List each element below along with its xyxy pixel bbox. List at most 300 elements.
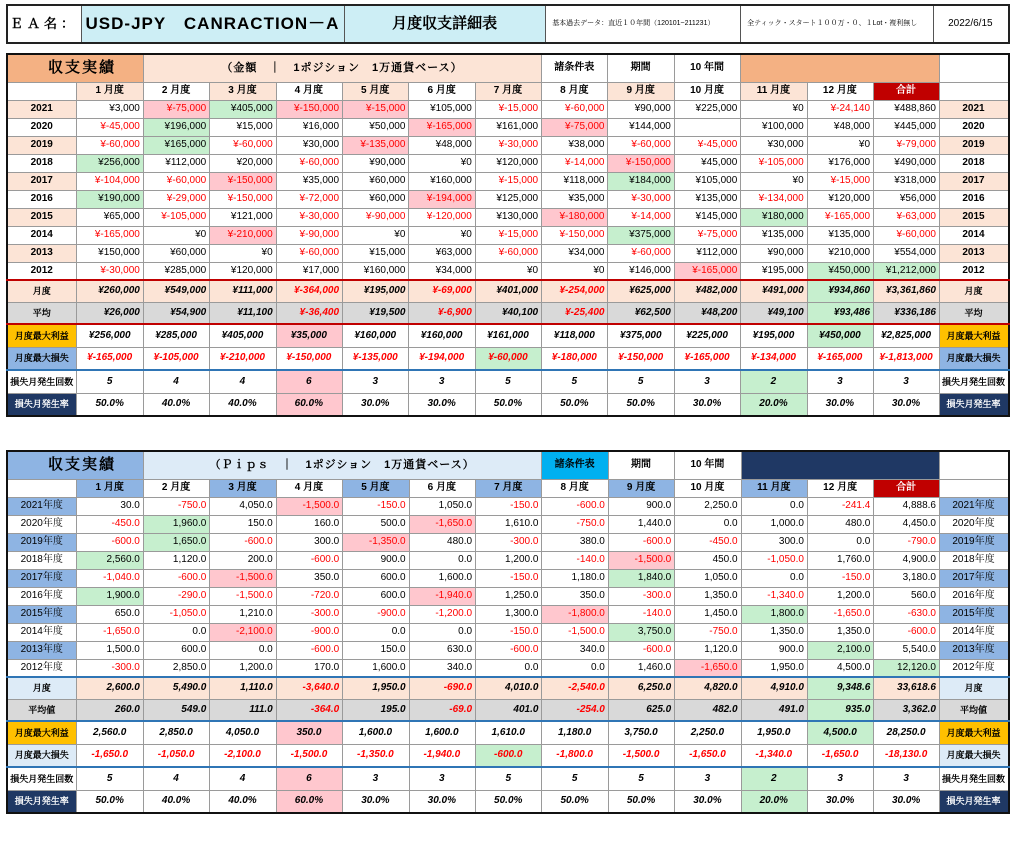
stat-value: ¥-165,000	[674, 347, 740, 370]
value-cell: ¥130,000	[475, 208, 541, 226]
value-cell: ¥105,000	[674, 172, 740, 190]
value-cell: ¥0	[475, 262, 541, 280]
stat-value: 3	[807, 370, 873, 393]
year-label: 2019年度	[7, 533, 77, 551]
stat-value: ¥54,900	[143, 302, 209, 324]
stat-value: 4,050.0	[210, 721, 276, 744]
value-cell: ¥-60,000	[276, 154, 342, 172]
value-cell: -150.0	[476, 497, 542, 515]
year-label: 2013	[7, 244, 77, 262]
value-cell: 1,800.0	[741, 605, 807, 623]
value-cell: 1,050.0	[675, 569, 741, 587]
stat-label-right: 平均	[939, 302, 1009, 324]
value-cell: ¥-15,000	[475, 172, 541, 190]
month-header: 2 月度	[143, 82, 209, 100]
stat-value: 549.0	[143, 699, 209, 721]
stat-value: 30.0%	[674, 393, 740, 416]
stat-value: 2,560.0	[77, 721, 143, 744]
value-cell: ¥65,000	[77, 208, 143, 226]
year-label-right: 2019	[939, 136, 1009, 154]
value-cell: 170.0	[276, 659, 342, 677]
stat-value: -690.0	[409, 677, 475, 699]
value-cell: 0.0	[741, 497, 807, 515]
year-label-right: 2016年度	[939, 587, 1009, 605]
month-header: 10 月度	[674, 82, 740, 100]
year-label-right: 2020	[939, 118, 1009, 136]
stat-value: 1,950.0	[741, 721, 807, 744]
year-label: 2015年度	[7, 605, 77, 623]
value-cell: ¥196,000	[143, 118, 209, 136]
value-cell: 600.0	[343, 569, 409, 587]
stat-value: ¥-165,000	[77, 347, 143, 370]
value-cell: 0.0	[409, 623, 475, 641]
stat-value: 30.0%	[343, 790, 409, 813]
stat-value: ¥160,000	[343, 324, 409, 347]
value-cell: ¥375,000	[608, 226, 674, 244]
month-header: 6 月度	[409, 82, 475, 100]
corner-cell-right	[939, 479, 1009, 497]
stat-value: ¥195,000	[343, 280, 409, 302]
stat-row	[7, 370, 1009, 393]
value-cell: 1,610.0	[476, 515, 542, 533]
value-cell: 1,250.0	[476, 587, 542, 605]
stat-value: 5	[475, 370, 541, 393]
value-cell: ¥120,000	[807, 190, 873, 208]
stat-value: ¥-134,000	[741, 347, 807, 370]
year-row	[7, 244, 1009, 262]
stat-value: 40.0%	[210, 393, 276, 416]
value-cell: ¥-29,000	[143, 190, 209, 208]
value-cell: 0.0	[476, 659, 542, 677]
stat-value: -1,650.0	[675, 744, 741, 767]
value-cell: -790.0	[874, 533, 940, 551]
value-cell: -1,340.0	[741, 587, 807, 605]
stat-label: 月度最大損失	[7, 744, 77, 767]
year-label: 2018	[7, 154, 77, 172]
value-cell: 300.0	[741, 533, 807, 551]
value-cell: 1,350.0	[675, 587, 741, 605]
value-cell: ¥90,000	[741, 244, 807, 262]
value-cell: -600.0	[210, 533, 276, 551]
value-cell: ¥50,000	[343, 118, 409, 136]
year-label-right: 2012	[939, 262, 1009, 280]
stat-value: 5	[608, 370, 674, 393]
stat-value: -1,350.0	[343, 744, 409, 767]
stat-value: ¥336,186	[874, 302, 940, 324]
value-cell: 4,450.0	[874, 515, 940, 533]
stat-label: 損失月発生率	[7, 790, 77, 813]
value-cell: ¥210,000	[807, 244, 873, 262]
stat-value: 30.0%	[409, 790, 475, 813]
conditions-label: 諸条件表	[542, 54, 608, 82]
value-cell: 0.0	[741, 569, 807, 587]
stat-value: ¥11,100	[210, 302, 276, 324]
year-label-right: 2013年度	[939, 641, 1009, 659]
value-cell: ¥38,000	[542, 136, 608, 154]
value-cell: 4,050.0	[210, 497, 276, 515]
stat-value: 50.0%	[608, 790, 674, 813]
stat-label-right: 平均値	[939, 699, 1009, 721]
value-cell: ¥165,000	[143, 136, 209, 154]
value-cell: 1,450.0	[675, 605, 741, 623]
stat-value: -1,650.0	[807, 744, 873, 767]
year-label: 2017年度	[7, 569, 77, 587]
value-cell: -630.0	[874, 605, 940, 623]
value-cell: 340.0	[409, 659, 475, 677]
stat-value: -18,130.0	[874, 744, 940, 767]
year-label: 2017	[7, 172, 77, 190]
stat-value: ¥260,000	[77, 280, 143, 302]
stat-value: 40.0%	[143, 790, 209, 813]
value-cell: ¥48,000	[409, 136, 475, 154]
stat-value: ¥-60,000	[475, 347, 541, 370]
unit-subtitle: （金額 ｜ 1ポジション 1万通貨ベース）	[143, 54, 541, 82]
stat-value: 6	[276, 767, 342, 790]
year-label-right: 2019年度	[939, 533, 1009, 551]
year-label: 2021	[7, 100, 77, 118]
value-cell: ¥0	[409, 226, 475, 244]
year-label-right: 2013	[939, 244, 1009, 262]
stat-value: ¥-135,000	[343, 347, 409, 370]
month-header: 5 月度	[343, 82, 409, 100]
value-cell: -1,500.0	[276, 497, 342, 515]
value-cell: ¥30,000	[276, 136, 342, 154]
value-cell: ¥-60,000	[542, 100, 608, 118]
value-cell: ¥60,000	[343, 190, 409, 208]
value-cell: -600.0	[608, 641, 674, 659]
value-cell: ¥-60,000	[608, 244, 674, 262]
value-cell: ¥135,000	[674, 190, 740, 208]
value-cell: 1,300.0	[476, 605, 542, 623]
year-row	[7, 515, 1009, 533]
value-cell: ¥-30,000	[608, 190, 674, 208]
stat-value: ¥-254,000	[542, 280, 608, 302]
value-cell: ¥15,000	[210, 118, 276, 136]
stat-value: 60.0%	[276, 393, 342, 416]
stat-value: 30.0%	[874, 790, 940, 813]
value-cell: 150.0	[343, 641, 409, 659]
stat-value: 5	[77, 767, 143, 790]
month-header: 7 月度	[476, 479, 542, 497]
value-cell: 0.0	[409, 551, 475, 569]
stat-value: 3	[409, 767, 475, 790]
title-row	[7, 451, 1009, 479]
stat-value: ¥256,000	[77, 324, 143, 347]
stat-value: -1,800.0	[542, 744, 608, 767]
value-cell: ¥-15,000	[807, 172, 873, 190]
year-label: 2012年度	[7, 659, 77, 677]
stat-value: 3,362.0	[874, 699, 940, 721]
value-cell: -1,040.0	[77, 569, 143, 587]
value-cell: ¥-15,000	[343, 100, 409, 118]
value-cell: -140.0	[608, 605, 674, 623]
value-cell: 1,000.0	[741, 515, 807, 533]
report-title: 月度収支詳細表	[344, 5, 545, 43]
value-cell: 1,120.0	[143, 551, 209, 569]
stat-value: 50.0%	[476, 790, 542, 813]
stat-row	[7, 302, 1009, 324]
value-cell: ¥90,000	[608, 100, 674, 118]
stat-value: 6	[276, 370, 342, 393]
value-cell: ¥0	[741, 172, 807, 190]
value-cell: ¥-194,000	[409, 190, 475, 208]
month-header: 7 月度	[475, 82, 541, 100]
stat-value: 3,750.0	[608, 721, 674, 744]
year-label-right: 2020年度	[939, 515, 1009, 533]
value-cell: ¥190,000	[77, 190, 143, 208]
stat-label: 月度最大利益	[7, 721, 77, 744]
stat-value: 33,618.6	[874, 677, 940, 699]
stat-label-right: 損失月発生回数	[939, 370, 1009, 393]
value-cell: ¥112,000	[674, 244, 740, 262]
month-header: 8 月度	[542, 82, 608, 100]
stat-value: 3	[874, 370, 940, 393]
value-cell: ¥445,000	[874, 118, 940, 136]
year-label-right: 2018年度	[939, 551, 1009, 569]
value-cell: 340.0	[542, 641, 608, 659]
stat-label-right: 月度	[939, 280, 1009, 302]
stat-value: 482.0	[675, 699, 741, 721]
value-cell: ¥112,000	[143, 154, 209, 172]
year-row	[7, 623, 1009, 641]
value-cell: ¥-14,000	[608, 208, 674, 226]
stat-value: ¥375,000	[608, 324, 674, 347]
year-label-right: 2021	[939, 100, 1009, 118]
value-cell: -1,500.0	[542, 623, 608, 641]
stat-row	[7, 324, 1009, 347]
value-cell: ¥554,000	[874, 244, 940, 262]
value-cell: ¥-60,000	[276, 244, 342, 262]
stat-value: 50.0%	[608, 393, 674, 416]
year-label: 2021年度	[7, 497, 77, 515]
value-cell: ¥-165,000	[674, 262, 740, 280]
stat-label: 損失月発生回数	[7, 767, 77, 790]
value-cell: 560.0	[874, 587, 940, 605]
value-cell: 0.0	[807, 533, 873, 551]
month-header: 4 月度	[276, 82, 342, 100]
stat-value: ¥450,000	[807, 324, 873, 347]
year-label-right: 2012年度	[939, 659, 1009, 677]
value-cell: 160.0	[276, 515, 342, 533]
year-row	[7, 587, 1009, 605]
value-cell: 4,888.6	[874, 497, 940, 515]
value-cell: -600.0	[608, 533, 674, 551]
value-cell: ¥35,000	[276, 172, 342, 190]
stat-value: ¥49,100	[741, 302, 807, 324]
value-cell: 3,180.0	[874, 569, 940, 587]
year-label: 2020年度	[7, 515, 77, 533]
stat-value: -1,500.0	[276, 744, 342, 767]
stat-value: 625.0	[608, 699, 674, 721]
stat-value: 6,250.0	[608, 677, 674, 699]
stat-value: 50.0%	[475, 393, 541, 416]
stat-value: ¥-150,000	[608, 347, 674, 370]
stat-value: -1,940.0	[409, 744, 475, 767]
stat-value: 2	[741, 370, 807, 393]
stat-value: ¥934,860	[807, 280, 873, 302]
stat-value: -69.0	[409, 699, 475, 721]
value-cell: ¥60,000	[343, 172, 409, 190]
value-cell: 0.0	[675, 515, 741, 533]
year-row	[7, 605, 1009, 623]
stat-value: 5	[77, 370, 143, 393]
value-cell: -1,050.0	[741, 551, 807, 569]
value-cell: 4,500.0	[807, 659, 873, 677]
conditions-label: 諸条件表	[542, 451, 608, 479]
stat-value: ¥625,000	[608, 280, 674, 302]
value-cell: ¥34,000	[409, 262, 475, 280]
value-cell: -600.0	[476, 641, 542, 659]
value-cell: ¥-79,000	[874, 136, 940, 154]
value-cell: -150.0	[343, 497, 409, 515]
stat-value: -364.0	[276, 699, 342, 721]
stat-value: 3	[343, 767, 409, 790]
stat-value: ¥-165,000	[807, 347, 873, 370]
stat-value: 50.0%	[542, 790, 608, 813]
stat-value: -600.0	[476, 744, 542, 767]
stat-value: ¥-210,000	[210, 347, 276, 370]
year-row	[7, 551, 1009, 569]
year-row	[7, 154, 1009, 172]
value-cell: -1,500.0	[608, 551, 674, 569]
year-row	[7, 208, 1009, 226]
corner-cell	[7, 82, 77, 100]
stat-value: ¥2,825,000	[874, 324, 940, 347]
stat-value: ¥-1,813,000	[874, 347, 940, 370]
value-cell: ¥45,000	[674, 154, 740, 172]
stat-label-right: 月度最大損失	[939, 347, 1009, 370]
value-cell: ¥16,000	[276, 118, 342, 136]
corner-cell-right	[939, 82, 1009, 100]
value-cell: 0.0	[542, 659, 608, 677]
stat-value: 3	[675, 767, 741, 790]
stat-value: 50.0%	[77, 790, 143, 813]
stat-value: 3	[343, 370, 409, 393]
value-cell: -450.0	[675, 533, 741, 551]
value-cell: 350.0	[542, 587, 608, 605]
year-label-right: 2017年度	[939, 569, 1009, 587]
year-row	[7, 533, 1009, 551]
stat-value: 1,600.0	[409, 721, 475, 744]
title-row	[7, 54, 1009, 82]
stat-value: ¥40,100	[475, 302, 541, 324]
value-cell: ¥48,000	[807, 118, 873, 136]
year-label-right: 2014年度	[939, 623, 1009, 641]
stat-value: ¥491,000	[741, 280, 807, 302]
stat-value: ¥195,000	[741, 324, 807, 347]
stat-value: -1,650.0	[77, 744, 143, 767]
value-cell: -750.0	[143, 497, 209, 515]
value-cell: ¥-165,000	[807, 208, 873, 226]
month-header: 5 月度	[343, 479, 409, 497]
value-cell: 2,100.0	[807, 641, 873, 659]
stat-value: ¥482,000	[674, 280, 740, 302]
stat-value: ¥-180,000	[542, 347, 608, 370]
value-cell: -750.0	[542, 515, 608, 533]
value-cell: ¥90,000	[343, 154, 409, 172]
value-cell: 1,180.0	[542, 569, 608, 587]
value-cell: 1,200.0	[807, 587, 873, 605]
month-header: 10 月度	[675, 479, 741, 497]
value-cell: -1,940.0	[409, 587, 475, 605]
value-cell: -600.0	[77, 533, 143, 551]
value-cell: 150.0	[210, 515, 276, 533]
ea-name: USD-JPY CANRACTION－A	[82, 5, 345, 43]
stat-value: 20.0%	[741, 393, 807, 416]
month-header: 6 月度	[409, 479, 475, 497]
value-cell: -1,800.0	[542, 605, 608, 623]
value-cell: 900.0	[608, 497, 674, 515]
stat-value: -3,640.0	[276, 677, 342, 699]
month-header: 1 月度	[77, 82, 143, 100]
stat-value: 3	[674, 370, 740, 393]
month-header: 3 月度	[210, 479, 276, 497]
stat-value: 2,850.0	[143, 721, 209, 744]
month-header: 2 月度	[143, 479, 209, 497]
year-label: 2012	[7, 262, 77, 280]
value-cell: ¥-90,000	[343, 208, 409, 226]
corner-cell	[7, 479, 77, 497]
stat-value: ¥-69,000	[409, 280, 475, 302]
title-fill	[741, 54, 940, 82]
value-cell: ¥3,000	[77, 100, 143, 118]
stat-value: 5	[542, 370, 608, 393]
year-label-right: 2018	[939, 154, 1009, 172]
value-cell: ¥-72,000	[276, 190, 342, 208]
value-cell: 1,900.0	[77, 587, 143, 605]
value-cell: ¥17,000	[276, 262, 342, 280]
stat-value: -2,100.0	[210, 744, 276, 767]
stat-value: 28,250.0	[874, 721, 940, 744]
value-cell: 1,350.0	[807, 623, 873, 641]
report-date: 2022/6/15	[933, 5, 1009, 43]
value-cell: ¥100,000	[741, 118, 807, 136]
year-label-right: 2016	[939, 190, 1009, 208]
value-cell: -600.0	[143, 569, 209, 587]
value-cell: 650.0	[77, 605, 143, 623]
stat-value: 20.0%	[741, 790, 807, 813]
value-cell: -1,350.0	[343, 533, 409, 551]
stat-value: ¥26,000	[77, 302, 143, 324]
stat-value: ¥160,000	[409, 324, 475, 347]
stat-label-right: 月度	[939, 677, 1009, 699]
value-cell: 0.0	[343, 623, 409, 641]
stat-value: 30.0%	[807, 790, 873, 813]
value-cell: ¥-60,000	[475, 244, 541, 262]
value-cell: 1,600.0	[343, 659, 409, 677]
value-cell: ¥-105,000	[143, 208, 209, 226]
value-cell: 200.0	[210, 551, 276, 569]
value-cell: ¥34,000	[542, 244, 608, 262]
stat-value: 5	[608, 767, 674, 790]
value-cell: ¥-60,000	[210, 136, 276, 154]
value-cell: 1,650.0	[143, 533, 209, 551]
value-cell: ¥-15,000	[475, 226, 541, 244]
stat-value: 2,600.0	[77, 677, 143, 699]
value-cell: 1,760.0	[807, 551, 873, 569]
value-cell: ¥121,000	[210, 208, 276, 226]
value-cell: -600.0	[276, 641, 342, 659]
value-cell: ¥285,000	[143, 262, 209, 280]
stat-label-right: 月度最大損失	[939, 744, 1009, 767]
value-cell: -720.0	[276, 587, 342, 605]
section-title: 収支実績	[7, 54, 143, 82]
value-cell: -1,650.0	[77, 623, 143, 641]
stat-value: 40.0%	[210, 790, 276, 813]
month-header: 11 月度	[741, 82, 807, 100]
value-cell: -1,200.0	[409, 605, 475, 623]
value-cell: ¥135,000	[807, 226, 873, 244]
